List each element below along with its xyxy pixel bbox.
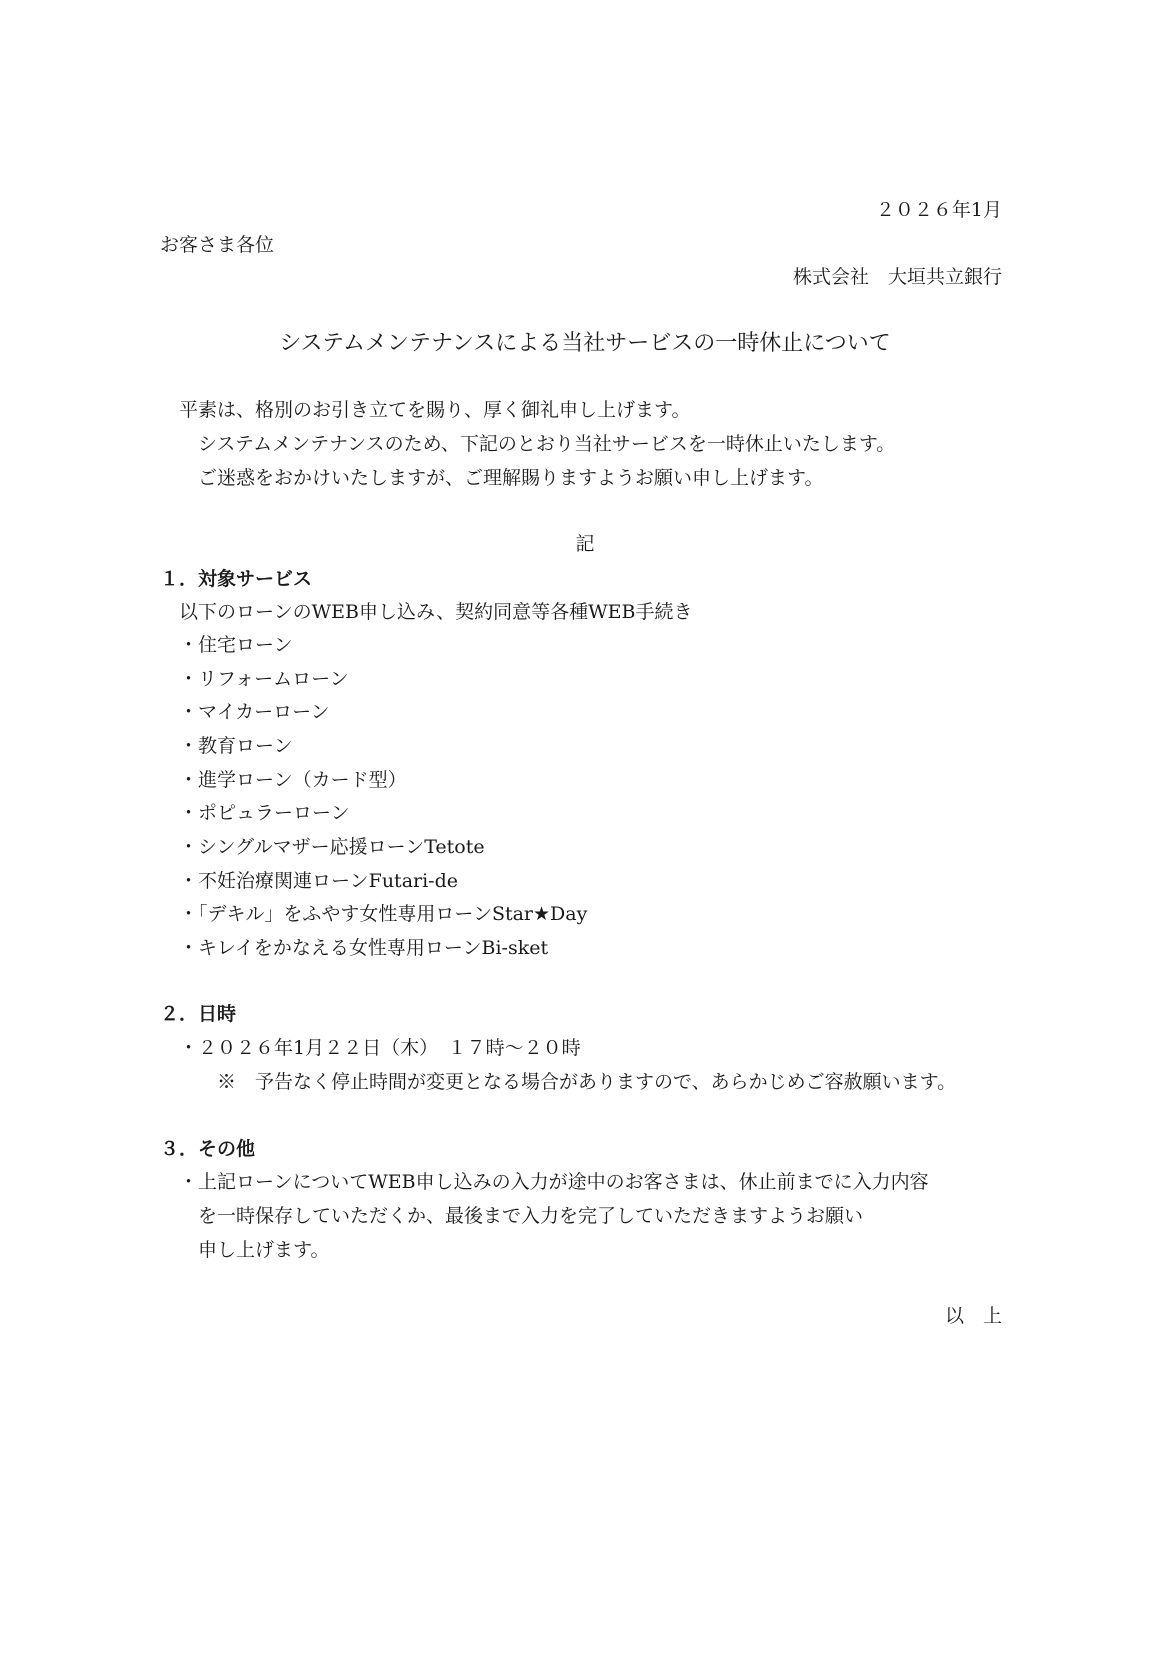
issue-date: ２０２６年1月 xyxy=(875,199,1002,221)
recipient: お客さま各位 xyxy=(160,234,275,256)
loan-item: ・ 「デキル」をふやす女性専用ローンStar★Day xyxy=(179,905,587,924)
sender: 株式会社 大垣共立銀行 xyxy=(792,266,1002,288)
section2-heading: ２．日時 xyxy=(160,1003,237,1025)
intro-line-3: ご迷惑をおかけいたしますが、ご理解賜りますようお願い申し上げます。 xyxy=(198,467,824,489)
loan-item: ・ リフォームローン xyxy=(179,670,349,689)
loan-item: ・ マイカーローン xyxy=(179,703,330,722)
document-title: システムメンテナンスによる当社サービスの一時休止について xyxy=(279,331,891,356)
loan-item: ・ 進学ローン（カード型） xyxy=(179,771,407,790)
loan-item: ・ キレイをかなえる女性専用ローンBi-sket xyxy=(179,939,548,958)
loan-item: ・ 教育ローン xyxy=(179,737,293,756)
other-line-2: を一時保存していただくか、最後まで入力を完了していただきますようお願い xyxy=(198,1205,864,1227)
other-line-1: ・ 上記ローンについてWEB申し込みの入力が途中のお客さまは、休止前までに入力内容 xyxy=(179,1173,929,1192)
maintenance-datetime: ・ ２０２６年1月２２日（木） １７時～２０時 xyxy=(179,1039,581,1058)
loan-item: ・ 不妊治療関連ローンFutari-de xyxy=(179,872,458,891)
section1-heading: １．対象サービス xyxy=(160,568,313,590)
ki-mark: 記 xyxy=(575,533,595,555)
loan-item: ・ ポピュラーローン xyxy=(179,804,350,823)
loan-item: ・ シングルマザー応援ローンTetote xyxy=(179,838,485,857)
section1-lead: 以下のローンのWEB申し込み、契約同意等各種WEB手続き xyxy=(179,601,693,623)
other-line-3: 申し上げます。 xyxy=(198,1239,330,1261)
intro-line-1: 平素は、格別のお引き立てを賜り、厚く御礼申し上げます。 xyxy=(179,399,691,421)
schedule-note: ※ 予告なく停止時間が変更となる場合がありますので、あらかじめご容赦願います。 xyxy=(217,1071,957,1093)
loan-item: ・ 住宅ローン xyxy=(179,636,293,655)
section3-heading: ３．その他 xyxy=(160,1138,256,1160)
intro-line-2: システムメンテナンスのため、下記のとおり当社サービスを一時休止いたします。 xyxy=(198,433,896,455)
closing-mark: 以 上 xyxy=(944,1305,1002,1327)
